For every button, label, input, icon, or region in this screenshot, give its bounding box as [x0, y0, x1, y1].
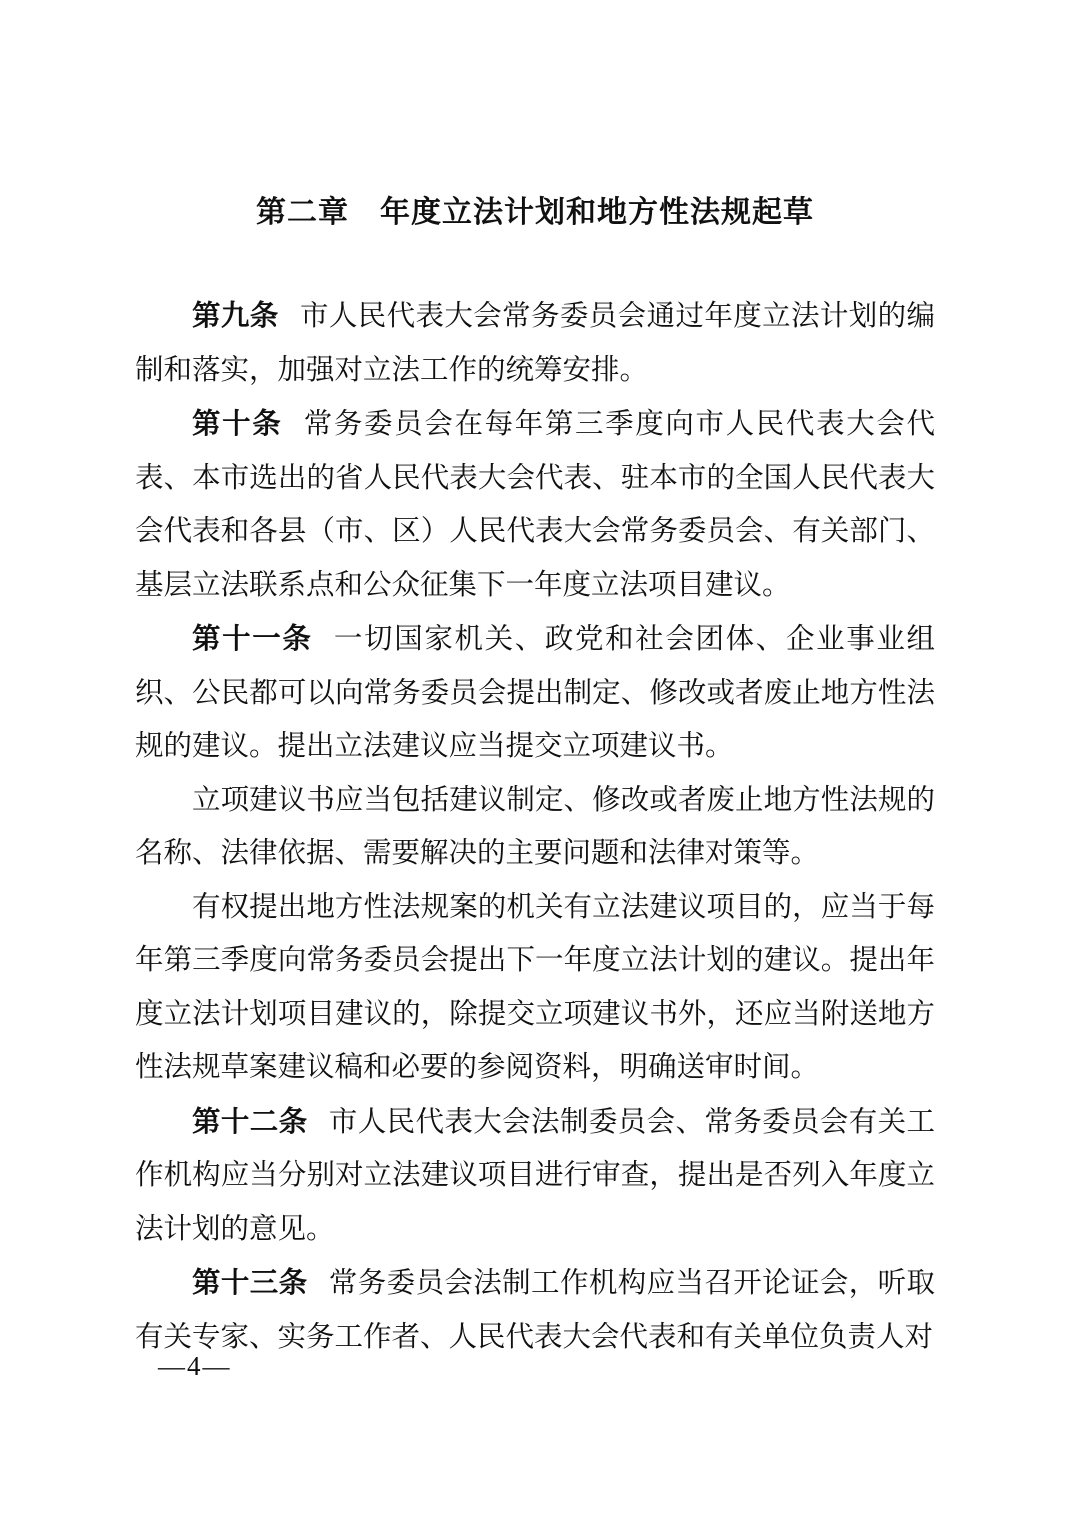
paragraph-article-11-clause-2 — [135, 774, 935, 881]
paragraph-article-13 — [135, 1256, 935, 1364]
paragraph-text: 立项建议书应当包括建议制定、修改或者废止地方性法规的名称、法律依据、需要解决的主要问题和法律对策等。 — [135, 784, 935, 869]
paragraph-text: 常务委员会在每年第三季度向市人民代表大会代表、本市选出的省人民代表大会代表、驻本市的全国人民代表大会代表和各县（市、区）人民代表大会常务委员会、有关部门、基层立法联系点和公众征集下一年度立法项目建议。 — [135, 409, 935, 601]
article-number: 第十条 — [192, 407, 283, 440]
paragraph-text: 市人民代表大会法制委员会、常务委员会有关工作机构应当分别对立法建议项目进行审查，提出是否列入年度立法计划的意见。 — [135, 1106, 935, 1245]
paragraph-text: 有权提出地方性法规案的机关有立法建议项目的，应当于每年第三季度向常务委员会提出下一年度立法计划的建议。提出年度立法计划项目建议的，除提交立项建议书外，还应当附送地方性法规草案建议稿和必要的参阅资料，明确送审时间。 — [135, 891, 935, 1083]
page-number: —4— — [158, 1351, 232, 1381]
paragraph-article-9 — [135, 289, 935, 397]
article-number: 第十三条 — [192, 1266, 308, 1299]
article-number: 第十二条 — [192, 1104, 308, 1138]
paragraph-text: 市人民代表大会常务委员会通过年度立法计划的编制和落实，加强对立法工作的统筹安排。 — [135, 301, 935, 386]
article-number: 第十一条 — [192, 622, 313, 655]
page-content — [135, 192, 935, 1364]
paragraph-article-12 — [135, 1095, 935, 1257]
paragraph-article-10 — [135, 397, 935, 612]
paragraph-article-11-clause-3 — [135, 881, 935, 1095]
chapter-heading: 第二章 年度立法计划和地方性法规起草 — [256, 195, 814, 230]
document-body — [135, 289, 935, 1364]
paragraph-text: 常务委员会法制工作机构应当召开论证会，听取有关专家、实务工作者、人民代表大会代表和有关单位负责人对 — [135, 1268, 935, 1353]
article-number: 第九条 — [192, 299, 279, 332]
paragraph-text: 一切国家机关、政党和社会团体、企业事业组织、公民都可以向常务委员会提出制定、修改或者废止地方性法规的建议。提出立法建议应当提交立项建议书。 — [135, 624, 935, 762]
paragraph-article-11 — [135, 612, 935, 774]
